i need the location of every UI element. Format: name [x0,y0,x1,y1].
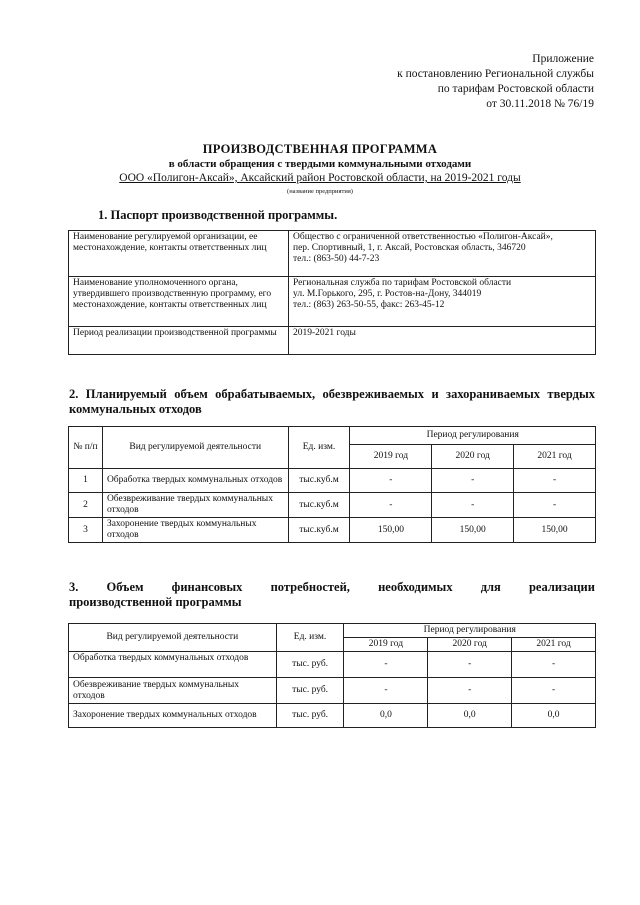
col-header-activity: Вид регулируемой деятельности [102,427,288,469]
col-header-unit: Ед. изм. [276,624,344,652]
row-activity: Обработка твердых коммунальных отходов [102,469,288,493]
row-activity: Обезвреживание твердых коммунальных отходов [69,678,277,704]
organization-line [0,172,640,184]
row-activity: Обработка твердых коммунальных отходов [69,652,277,678]
volume-table [68,426,596,543]
finance-table [68,623,596,728]
table-header-row [69,624,596,638]
row-value: 150,00 [514,518,596,543]
organization-caption: (название предприятия) [287,188,353,195]
row-num: 3 [69,518,103,543]
col-header-activity: Вид регулируемой деятельности [69,624,277,652]
section2-heading: 2. Планируемый объем обрабатываемых, обезвреживаемых и захораниваемых твердых коммунальных отходов [69,387,595,416]
table-row [69,231,596,277]
row-value: 150,00 [350,518,432,543]
passport-value-line: ул. М.Горького, 295, г. Ростов-на-Дону, 344019 [293,289,482,299]
table-row [69,652,596,678]
row-value: - [432,469,514,493]
section1-heading: 1. Паспорт производственной программы. [98,208,338,222]
page-subtitle: в области обращения с твердыми коммунальными отходами [168,158,472,170]
table-header-row [69,427,596,445]
row-value: - [512,652,596,678]
row-activity: Захоронение твердых коммунальных отходов [102,518,288,543]
row-value: - [514,493,596,518]
col-header-num: № п/п [69,427,103,469]
passport-table [68,230,596,355]
row-unit: тыс.куб.м [288,469,350,493]
passport-value-line: тел.: (863-50) 44-7-23 [293,254,380,264]
section3-heading-line2: производственной программы [69,595,242,609]
heading-word: необходимых [378,580,453,594]
table-row [69,469,596,493]
passport-label: Период реализации производственной программы [69,327,289,355]
heading-word: 3. [69,580,79,594]
section3-heading [69,580,595,610]
passport-value-line: тел.: (863) 263-50-55, факс: 263-45-12 [293,300,445,310]
col-header-year: 2020 год [432,445,514,469]
passport-value-line: Общество с ограниченной ответственностью «Полигон-Аксай», [293,232,553,242]
row-value: - [432,493,514,518]
passport-value [289,231,596,277]
row-value: - [344,678,428,704]
col-header-year: 2020 год [428,638,512,652]
appendix-line: Приложение [532,53,594,65]
col-header-year: 2021 год [514,445,596,469]
passport-value-line: пер. Спортивный, 1, г. Аксай, Ростовская область, 346720 [293,243,526,253]
col-header-year: 2021 год [512,638,596,652]
heading-word: Объем [106,580,144,594]
row-value: - [428,678,512,704]
appendix-block [397,52,594,112]
col-header-year: 2019 год [350,445,432,469]
row-value: 0,0 [428,704,512,728]
row-value: 0,0 [344,704,428,728]
appendix-line: от 30.11.2018 № 76/19 [486,98,594,110]
col-header-period: Период регулирования [344,624,596,638]
row-value: - [428,652,512,678]
passport-value-line: Региональная служба по тарифам Ростовской области [293,278,512,288]
table-row [69,518,596,543]
heading-word: реализации [528,580,595,594]
heading-word: для [480,580,501,594]
row-num: 2 [69,493,103,518]
row-value: - [350,493,432,518]
row-unit: тыс.куб.м [288,493,350,518]
row-activity: Захоронение твердых коммунальных отходов [69,704,277,728]
row-value: - [344,652,428,678]
row-value: 0,0 [512,704,596,728]
row-unit: тыс. руб. [276,704,344,728]
passport-value [289,327,596,355]
row-value: - [514,469,596,493]
row-value: 150,00 [432,518,514,543]
passport-value [289,277,596,327]
row-num: 1 [69,469,103,493]
section3-heading-line1 [69,580,595,595]
table-row [69,704,596,728]
passport-value-line: 2019-2021 годы [293,328,356,338]
heading-word: потребностей, [270,580,350,594]
col-header-period: Период регулирования [350,427,596,445]
heading-word: финансовых [171,580,243,594]
col-header-year: 2019 год [344,638,428,652]
passport-label: Наименование уполномоченного органа, утвердившего производственную программу, его местонахождение, контакты ответственных лиц [69,277,289,327]
passport-label: Наименование регулируемой организации, ее местонахождение, контакты ответственных лиц [69,231,289,277]
row-value: - [512,678,596,704]
table-row [69,493,596,518]
table-row [69,678,596,704]
appendix-line: к постановлению Региональной службы [397,68,594,80]
row-activity: Обезвреживание твердых коммунальных отходов [102,493,288,518]
row-value: - [350,469,432,493]
appendix-line: по тарифам Ростовской области [437,83,594,95]
col-header-unit: Ед. изм. [288,427,350,469]
table-row [69,277,596,327]
row-unit: тыс.куб.м [288,518,350,543]
row-unit: тыс. руб. [276,678,344,704]
organization-text: ООО «Полигон-Аксай», Аксайский район Ростовской области, на 2019-2021 годы [119,172,521,184]
row-unit: тыс. руб. [276,652,344,678]
page-title: ПРОИЗВОДСТВЕННАЯ ПРОГРАММА [202,142,438,156]
table-row [69,327,596,355]
